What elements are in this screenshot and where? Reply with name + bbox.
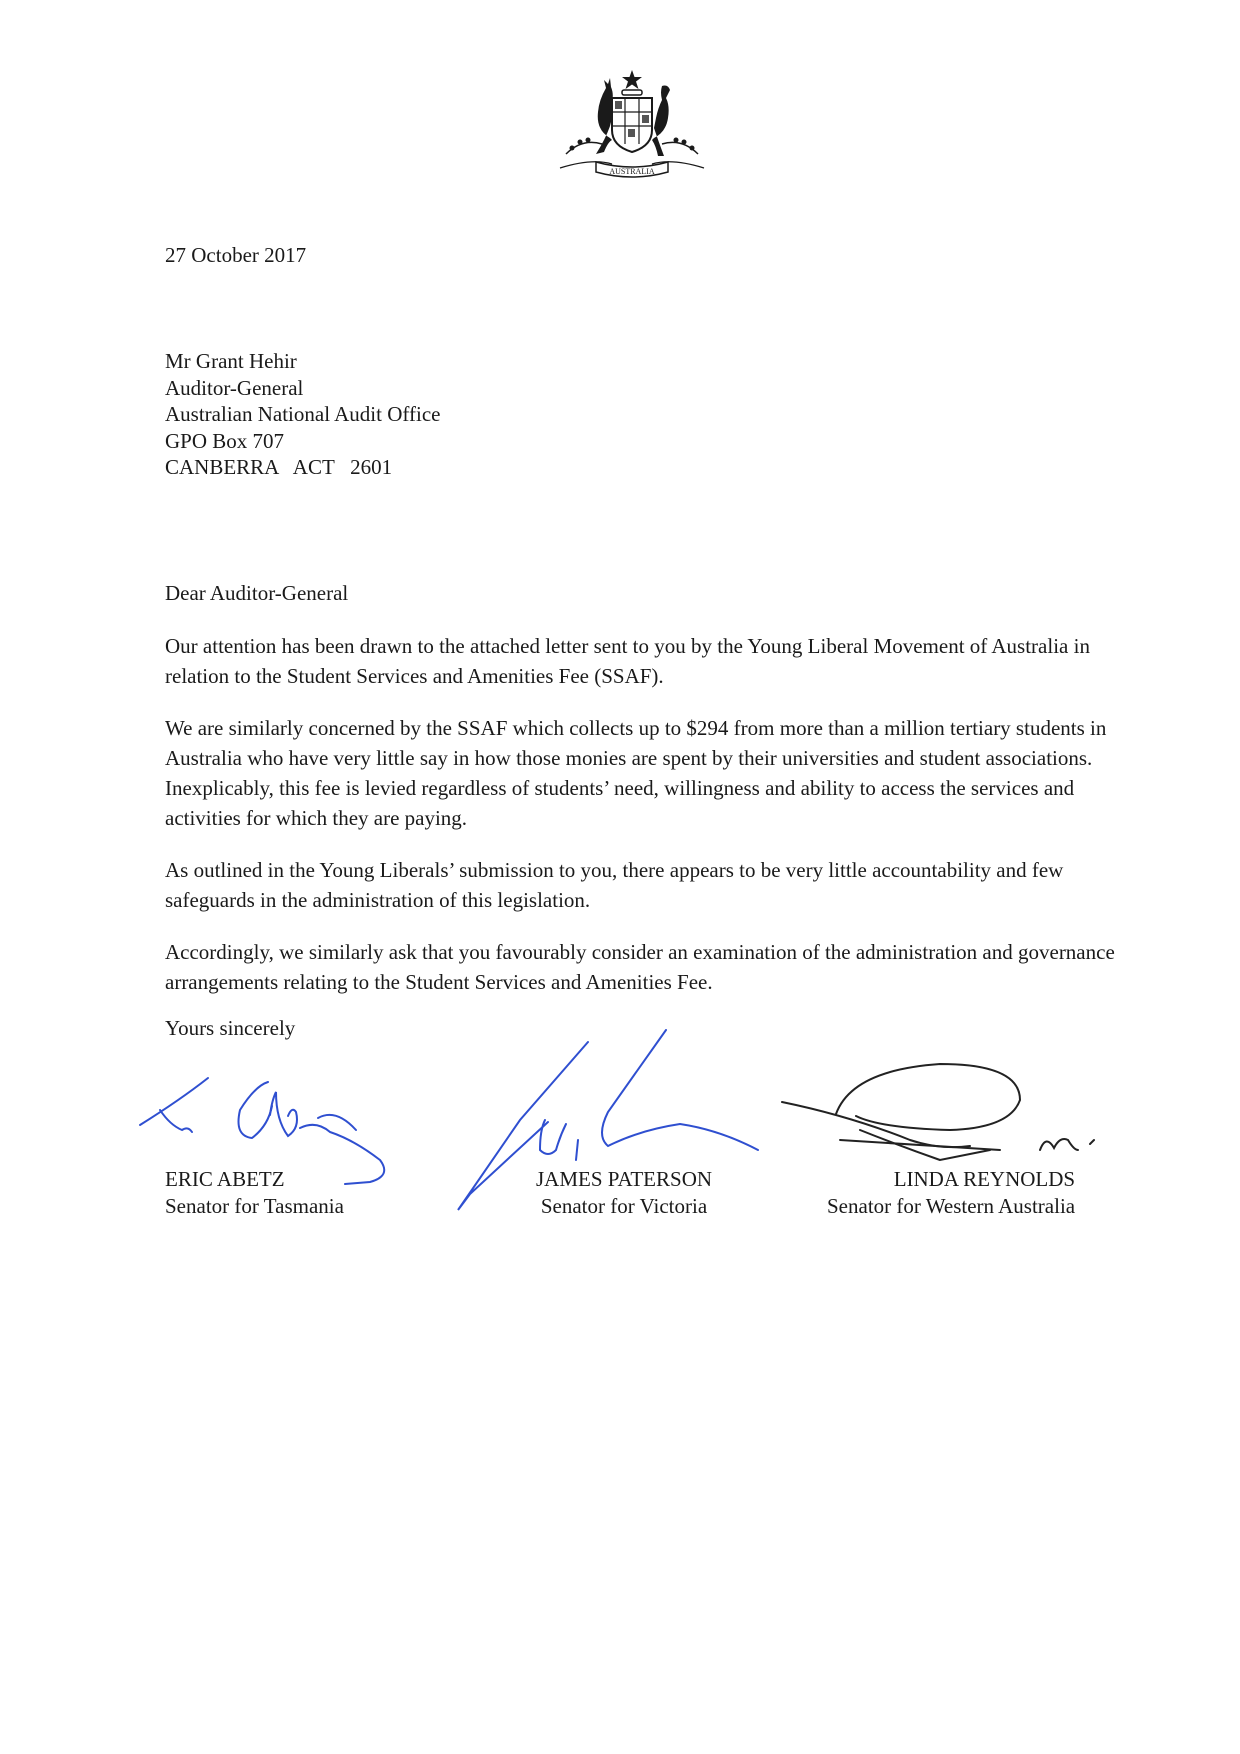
body-paragraph: As outlined in the Young Liberals’ submission to you, there appears to be very little accountability and few safeguards in the administration of this legislation. [165, 858, 1064, 912]
letter-date: 27 October 2017 [165, 243, 307, 267]
signatory-title: Senator for Western Australia [827, 1194, 1076, 1218]
closing: Yours sincerely [165, 1016, 296, 1040]
signatory-name: LINDA REYNOLDS [893, 1167, 1076, 1191]
signatory-block [536, 1166, 712, 1220]
signature-linda-reynolds [782, 1064, 1094, 1160]
coat-of-arms-icon [552, 68, 712, 186]
signatory-block [827, 1166, 1075, 1220]
signatory-title: Senator for Victoria [540, 1194, 708, 1218]
recipient-city: CANBERRA ACT 2601 [165, 455, 393, 479]
signatory-name: ERIC ABETZ [165, 1167, 285, 1191]
body-paragraph: We are similarly concerned by the SSAF which collects up to $294 from more than a million tertiary students in Australia who have very little say in how those monies are spent by their universities and student associations. Inexplicably, this fee is levied regardless of students’ need, willingness and ability to access the services and activities for which they are paying. [165, 716, 1107, 830]
recipient-position: Auditor-General [165, 375, 304, 400]
recipient-po-box: GPO Box 707 [165, 428, 285, 453]
recipient-organisation: Australian National Audit Office [165, 402, 441, 426]
signatory-name: JAMES PATERSON [536, 1167, 713, 1191]
signatory-block [165, 1166, 344, 1220]
crest-motto: AUSTRALIA [609, 167, 655, 176]
recipient-address [165, 348, 440, 481]
letter-body [165, 631, 1125, 1019]
recipient-name: Mr Grant Hehir [165, 349, 297, 373]
salutation: Dear Auditor-General [165, 581, 349, 605]
signatory-title: Senator for Tasmania [165, 1194, 344, 1218]
body-paragraph: Our attention has been drawn to the attached letter sent to you by the Young Liberal Movement of Australia in relation to the Student Services and Amenities Fee (SSAF). [165, 634, 1090, 688]
body-paragraph: Accordingly, we similarly ask that you favourably consider an examination of the administration and governance arrangements relating to the Student Services and Amenities Fee. [165, 940, 1115, 994]
